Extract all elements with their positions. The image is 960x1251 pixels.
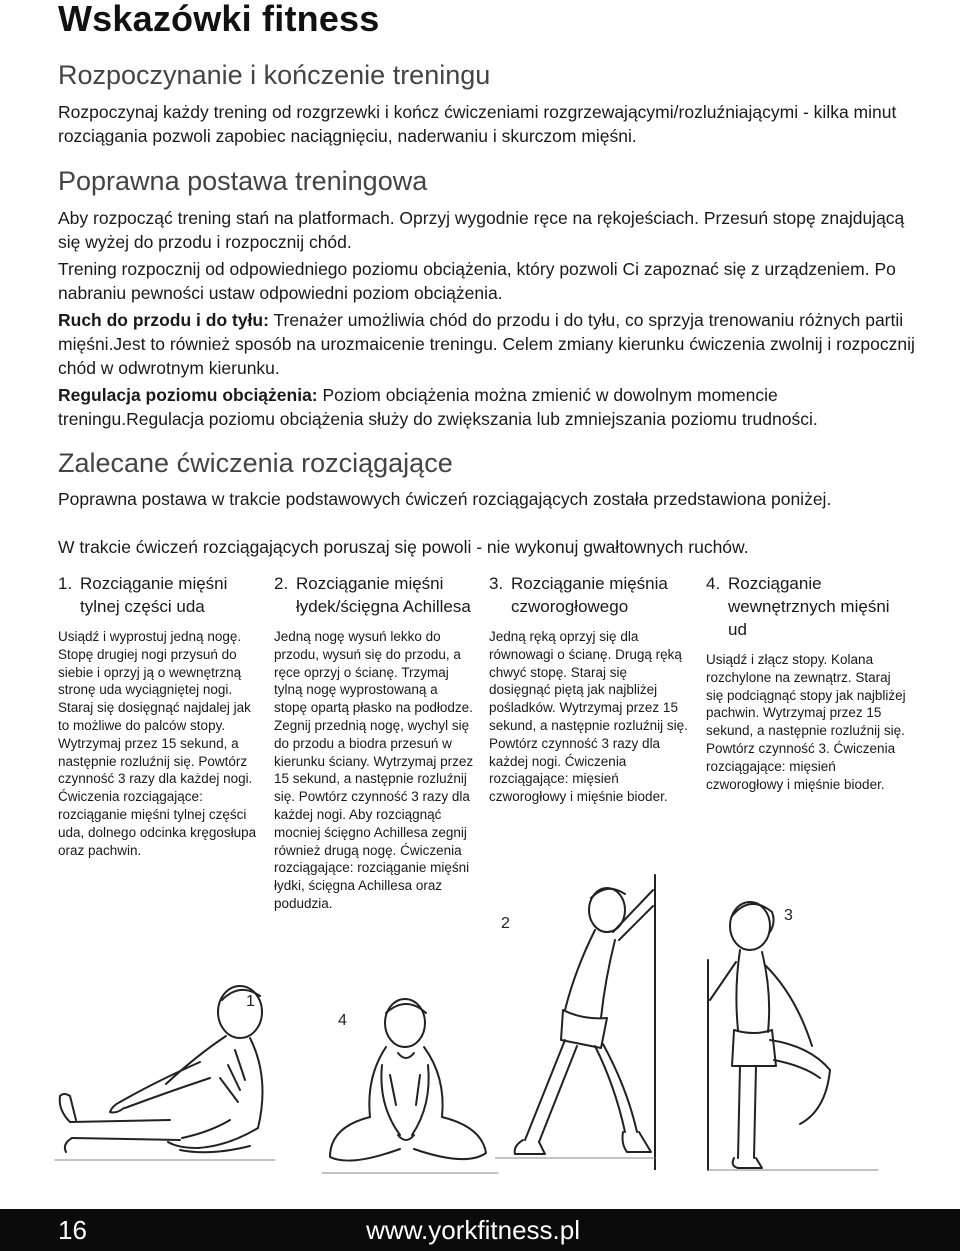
posture-paragraph-2: Trening rozpocznij od odpowiedniego poziomu obciążenia, który pozwoli Ci zapoznać się z urządzeniem. Po nabraniu pewności ustaw odpowiedni poziom obciążenia. — [58, 259, 896, 303]
section-heading-warmup: Rozpoczynanie i kończenie treningu — [58, 60, 491, 90]
section-heading-stretching: Zalecane ćwiczenia rozciągające — [58, 448, 453, 478]
exercise-2-heading: Rozciąganie mięśni łydek/ścięgna Achillesa — [296, 574, 471, 616]
exercise-1-heading: Rozciąganie mięśni tylnej części uda — [80, 574, 228, 616]
inner-thigh-stretch-illustration — [320, 995, 500, 1185]
exercise-2 — [274, 572, 474, 913]
website-link[interactable]: www.yorkfitness.pl — [366, 1215, 580, 1245]
exercise-1 — [58, 572, 258, 859]
posture-paragraph-1: Aby rozpocząć trening stań na platformach. Oprzyj wygodnie ręce na rękojeściach. Przesuń stopę znajdującą się wyżej do przodu i rozpocznij chód. — [58, 208, 905, 252]
exercise-1-title — [58, 572, 258, 618]
posture-paragraph-3 — [58, 308, 918, 380]
exercise-2-title — [274, 572, 474, 618]
exercise-2-text: Jedną nogę wysuń lekko do przodu, wysuń się do przodu, a ręce oprzyj o ścianę. Trzymaj tylną nogę wyprostowaną a stopę opartą płasko na podłodze. Zegnij przednią nogę, wychyl się do przodu a biodra przesuń w kierunku ściany. Wytrzymaj przez 15 sekund, a następnie rozluźnij się. Powtórz czynność 3 razy dla każdej nogi. Aby rozciągnąć mocniej ścięgno Achillesa zegnij również drugą nogę. Ćwiczenia rozciągające: rozciąganie mięśni łydki, ścięgna Achillesa oraz podudzia. — [274, 629, 474, 911]
stretching-paragraph-2: W trakcie ćwiczeń rozciągających poruszaj się powoli - nie wykonuj gwałtownych ruchów. — [58, 537, 749, 557]
exercise-4-title — [706, 572, 906, 641]
exercise-4-text: Usiądź i złącz stopy. Kolana rozchylone na zewnątrz. Staraj się podciągnąć stopy jak najbliżej pachwin. Wytrzymaj przez 15 sekund, a następnie rozluźnij się. Powtórz czynność 3. Ćwiczenia rozciągające: mięsień czworogłowy i mięśnie bioder. — [706, 652, 906, 792]
section-heading-posture: Poprawna postawa treningowa — [58, 166, 428, 196]
warmup-paragraph: Rozpoczynaj każdy trening od rozgrzewki i kończ ćwiczeniami rozgrzewającymi/rozluźniającymi - kilka minut rozciągania pozwoli zapobiec naciągnięciu, naderwaniu i skurczom mięśni. — [58, 102, 897, 146]
exercise-3 — [489, 572, 689, 806]
exercise-3-title — [489, 572, 689, 618]
hamstring-stretch-illustration — [50, 970, 280, 1175]
exercise-3-heading: Rozciąganie mięśnia czworogłowego — [511, 574, 668, 616]
figure-1-number: 1 — [246, 993, 255, 1010]
figure-2-number: 2 — [501, 915, 510, 932]
exercise-3-text: Jedną ręką oprzyj się dla równowagi o ścianę. Drugą ręką chwyć stopę. Staraj się dosięgnąć piętą jak najbliżej pośladków. Wytrzymaj przez 15 sekund, a następnie rozluźnij się. Powtórz czynność 3 razy dla każdej nogi. Ćwiczenia rozciągające: mięsień czworogłowy i mięśnie bioder. — [489, 629, 688, 805]
page-title: Wskazówki fitness — [58, 0, 380, 39]
direction-text: Trenażer umożliwia chód do przodu i do tyłu, co sprzyja trenowaniu różnych partii mięśni.Jest to również sposób na urozmaicenie treningu. Celem zmiany kierunku ćwiczenia zwolnij i rozpocznij chód w odwrotnym kierunku. — [58, 310, 915, 378]
exercise-1-text: Usiądź i wyprostuj jedną nogę. Stopę drugiej nogi przysuń do siebie i oprzyj ją o wewnętrzną stronę uda wyciągniętej nogi. Staraj się dosięgnąć najdalej jak to możliwe do palców stopy. Wytrzymaj przez 15 sekund, a następnie rozluźnij się. Powtórz czynność 3 razy dla każdej nogi. Ćwiczenia rozciągające: rozciąganie mięśni tylnej części uda, dolnego odcinka kręgosłupa oraz pachwin. — [58, 629, 257, 858]
page-number: 16 — [58, 1215, 87, 1245]
figure-3-number: 3 — [784, 907, 793, 924]
resistance-text: Poziom obciążenia można zmienić w dowolnym momencie treningu.Regulacja poziomu obciążenia służy do zwiększania lub zmniejszania poziomu trudności. — [58, 385, 818, 429]
exercise-4-number: 4. — [706, 574, 721, 593]
exercise-3-number: 3. — [489, 574, 504, 593]
stretching-paragraph-1: Poprawna postawa w trakcie podstawowych ćwiczeń rozciągających została przedstawiona poniżej. — [58, 489, 832, 509]
calf-stretch-illustration — [495, 870, 665, 1170]
exercise-4-heading: Rozciąganie wewnętrznych mięśni ud — [728, 574, 890, 639]
posture-paragraph-4 — [58, 383, 918, 431]
figure-4-number: 4 — [338, 1012, 347, 1029]
resistance-label: Regulacja poziomu obciążenia: — [58, 385, 318, 405]
exercise-1-number: 1. — [58, 574, 73, 593]
direction-label: Ruch do przodu i do tyłu: — [58, 310, 269, 330]
exercise-4 — [706, 572, 906, 793]
exercise-2-number: 2. — [274, 574, 289, 593]
footer-bar — [0, 1209, 960, 1251]
quad-stretch-illustration — [700, 890, 880, 1175]
